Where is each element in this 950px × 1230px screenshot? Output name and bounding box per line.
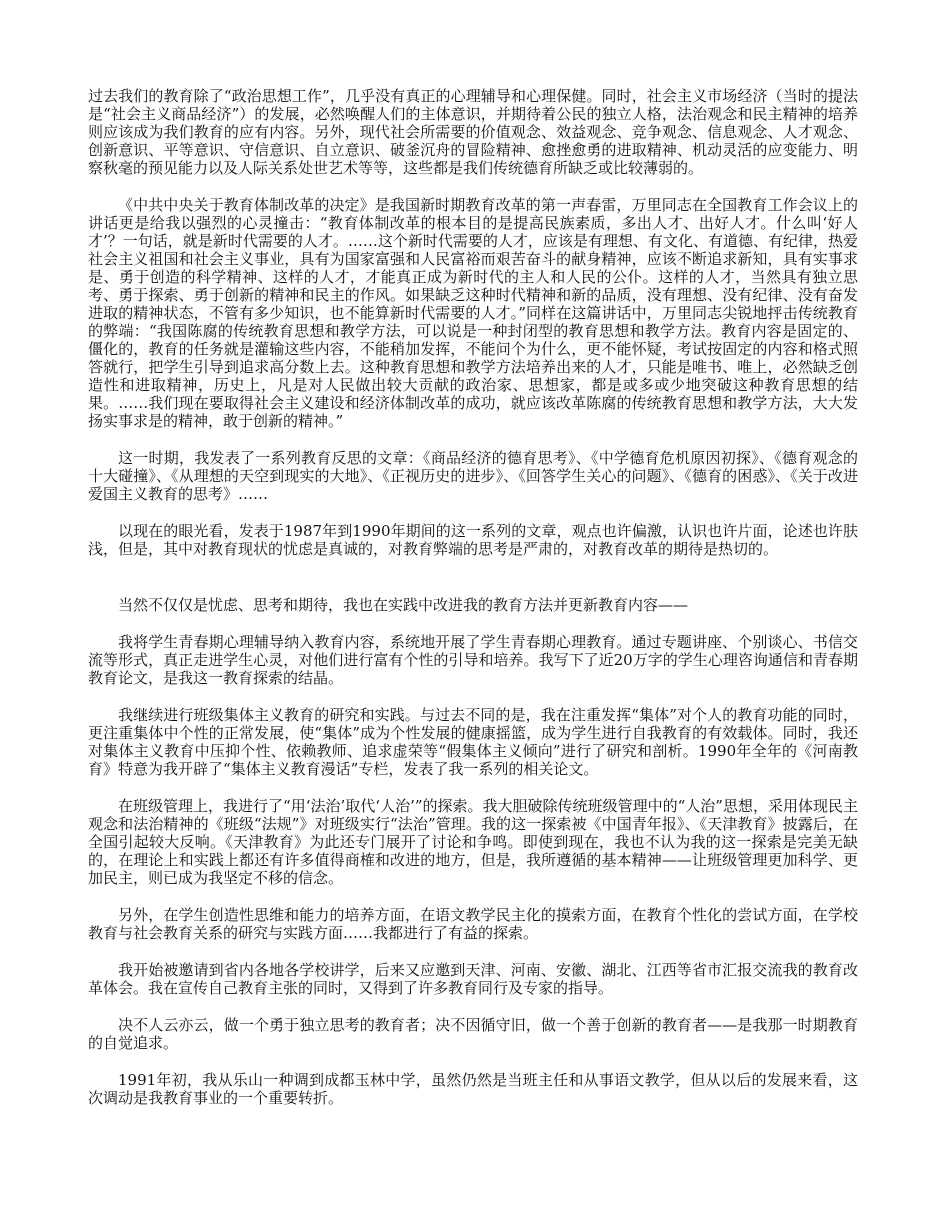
paragraph-11: 决不人云亦云，做一个勇于独立思考的教育者；决不因循守旧，做一个善于创新的教育者——是我那一时期教育的自觉追求。 (88, 1016, 858, 1052)
paragraph-7: 我继续进行班级集体主义教育的研究和实践。与过去不同的是，我在注重发挥“集体”对个人的教育功能的同时，更注重集体中个性的正常发展，使“集体”成为个性发展的健康摇篮，成为学生进行自我教育的有效载体。同时，我还对集体主义教育中压抑个性、依赖教师、追求虚荣等“假集体主义倾向”进行了研究和剖析。1990年全年的《河南教育》特意为我开辟了“集体主义教育漫话”专栏，发表了我一系列的相关论文。 (88, 706, 858, 778)
paragraph-6: 我将学生青春期心理辅导纳入教育内容，系统地开展了学生青春期心理教育。通过专题讲座、个别谈心、书信交流等形式，真正走进学生心灵，对他们进行富有个性的引导和培养。我写下了近20万字的学生心理咨询通信和青春期教育论文，是我这一教育探索的结晶。 (88, 633, 858, 687)
paragraph-4: 以现在的眼光看，发表于1987年到1990年期间的这一系列的文章，观点也许偏激，认识也许片面，论述也许肤浅，但是，其中对教育现状的忧虑是真诚的，对教育弊端的思考是严肃的，对教育改革的期待是热切的。 (88, 522, 858, 558)
paragraph-12: 1991年初，我从乐山一种调到成都玉林中学，虽然仍然是当班主任和从事语文教学，但从以后的发展来看，这次调动是我教育事业的一个重要转折。 (88, 1071, 858, 1107)
paragraph-3: 这一时期，我发表了一系列教育反思的文章：《商品经济的德育思考》、《中学德育危机原因初探》、《德育观念的十大碰撞》、《从理想的天空到现实的大地》、《正视历史的进步》、《回答学生关心的问题》、《德育的困惑》、《关于改进爱国主义教育的思考》…… (88, 449, 858, 503)
paragraph-5: 当然不仅仅是忧虑、思考和期待，我也在实践中改进我的教育方法并更新教育内容—— (118, 596, 689, 614)
paragraph-9: 另外，在学生创造性思维和能力的培养方面，在语文教学民主化的摸索方面，在教育个性化的尝试方面，在学校教育与社会教育关系的研究与实践方面……我都进行了有益的探索。 (88, 906, 858, 942)
paragraph-2: 《中共中央关于教育体制改革的决定》是我国新时期教育改革的第一声春雷，万里同志在全国教育工作会议上的讲话更是给我以强烈的心灵撞击：“教育体制改革的根本目的是提高民族素质，多出人才、出好人才。什么叫‘好人才’？一句话，就是新时代需要的人才。……这个新时代需要的人才，应该是有理想、有文化、有道德、有纪律，热爱社会主义祖国和社会主义事业，具有为国家富强和人民富裕而艰苦奋斗的献身精神，应该不断追求新知，具有实事求是、勇于创造的科学精神、这样的人才，才能真正成为新时代的主人和人民的公仆。这样的人才，当然具有独立思考、勇于探索、勇于创新的精神和民主的作风。如果缺乏这种时代精神和新的品质，没有理想、没有纪律、没有奋发进取的精神状态，不管有多少知识，也不能算新时代需要的人才。”同样在这篇讲话中，万里同志尖锐地抨击传统教育的弊端：“我国陈腐的传统教育思想和教学方法，可以说是一种封闭型的教育思想和教学方法。教育内容是固定的、僵化的，教育的任务就是灌输这些内容，不能稍加发挥，不能问个为什么，更不能怀疑，考试按固定的内容和格式照答就行，把学生引导到追求高分数上去。这种教育思想和教学方法培养出来的人才，只能是唯书、唯上，必然缺乏创造性和进取精神，历史上，凡是对人民做出较大贡献的政治家、思想家，都是或多或少地突破这种教育思想的结果。……我们现在要取得社会主义建设和经济体制改革的成功，就应该改革陈腐的传统教育思想和教学方法，大大发扬实事求是的精神，敢于创新的精神。” (88, 196, 858, 430)
paragraph-10: 我开始被邀请到省内各地各学校讲学，后来又应邀到天津、河南、安徽、湖北、江西等省市汇报交流我的教育改革体会。我在宣传自己教育主张的同时，又得到了许多教育同行及专家的指导。 (88, 961, 858, 997)
paragraph-8: 在班级管理上，我进行了“用‘法治’取代‘人治’”的探索。我大胆破除传统班级管理中的“人治”思想，采用体现民主观念和法治精神的《班级“法规”》对班级实行“法治”管理。我的这一探索被《中国青年报》、《天津教育》披露后，在全国引起较大反响。《天津教育》为此还专门展开了讨论和争鸣。即使到现在，我也不认为我的这一探索是完美无缺的，在理论上和实践上都还有许多值得商榷和改进的地方，但是，我所遵循的基本精神——让班级管理更加科学、更加民主，则已成为我坚定不移的信念。 (88, 797, 858, 887)
paragraph-1: 过去我们的教育除了“政治思想工作”，几乎没有真正的心理辅导和心理保健。同时，社会主义市场经济（当时的提法是“社会主义商品经济”）的发展，必然唤醒人们的主体意识，并期待着公民的独立人格，法治观念和民主精神的培养则应该成为我们教育的应有内容。另外，现代社会所需要的价值观念、效益观念、竞争观念、信息观念、人才观念、创新意识、平等意识、守信意识、自立意识、破釜沉舟的冒险精神、愈挫愈勇的进取精神、机动灵活的应变能力、明察秋毫的预见能力以及人际关系处世艺术等等，这些都是我们传统德育所缺乏或比较薄弱的。 (88, 87, 858, 177)
